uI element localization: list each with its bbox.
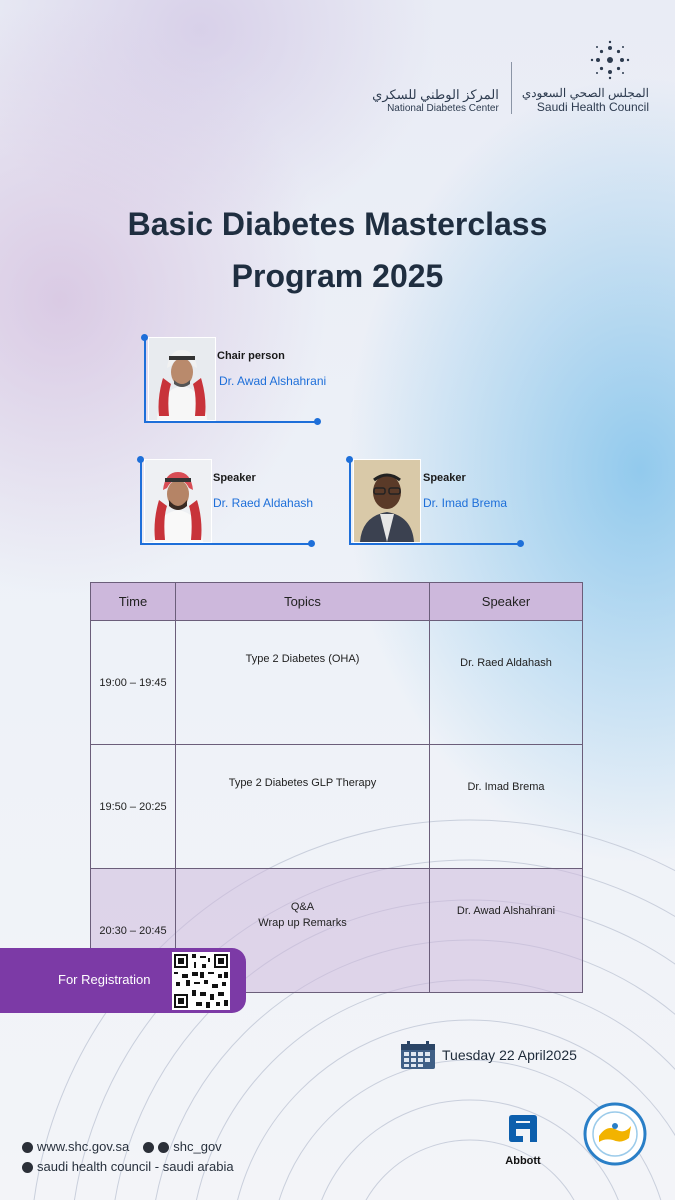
social-handle[interactable]: shc_gov [173,1139,222,1154]
speaker2-name: Dr. Imad Brema [423,496,508,510]
header-logos [372,40,649,114]
card-dot [137,456,144,463]
shc-emblem-icon [581,40,639,86]
schedule-table [90,582,583,993]
table-row [91,621,583,745]
abbott-mark-icon [506,1112,540,1146]
card-dot [141,334,148,341]
speaker2-role: Speaker [423,472,466,484]
card-frame-left [140,459,142,545]
shc-arabic-name: المجلس الصحي السعودي [521,86,649,100]
shc-english-name: Saudi Health Council [536,100,649,114]
header-topics: Topics [176,583,430,621]
chair-card [140,333,330,427]
contact-row [22,1157,234,1177]
card-dot [314,418,321,425]
chair-name: Dr. Awad Alshahrani [219,374,327,388]
chair-photo [148,337,216,421]
title-line-1: Basic Diabetes Masterclass [127,206,548,242]
card-frame-bottom [349,543,519,545]
header-speaker: Speaker [430,583,583,621]
registration-label: For Registration [58,972,151,987]
card-dot [517,540,524,547]
page-title [0,198,675,302]
card-dot [346,456,353,463]
row-time: 19:50 – 20:25 [91,745,176,869]
abbott-logo [500,1112,546,1167]
speaker1-role: Speaker [213,472,256,484]
contact-info [22,1137,234,1177]
x-icon [158,1142,169,1153]
row-speaker: Dr. Awad Alshahrani [430,869,583,993]
calendar-icon [400,1040,436,1070]
table-header-row [91,583,583,621]
event-date-text: Tuesday 22 April2025 [442,1047,577,1063]
saudi-health-council-logo [522,40,649,114]
logo-divider [511,62,512,114]
ndc-english-name: National Diabetes Center [387,103,499,114]
title-line-2: Program 2025 [231,258,444,294]
row-time: 19:00 – 19:45 [91,621,176,745]
card-frame-left [144,337,146,423]
topic-line: Type 2 Diabetes GLP Therapy [228,777,377,789]
diabetes-society-logo [583,1102,647,1166]
chair-role: Chair person [217,350,285,362]
row-time: 20:30 – 20:45 [91,869,176,993]
row-speaker: Dr. Raed Aldahash [430,621,583,745]
card-frame-bottom [144,421,318,423]
header-time: Time [91,583,176,621]
ndc-arabic-name: المركز الوطني للسكري [372,87,499,102]
card-dot [308,540,315,547]
row-speaker: Dr. Imad Brema [430,745,583,869]
speaker1-name: Dr. Raed Aldahash [213,496,314,510]
speaker1-photo [144,459,212,543]
registration-banner[interactable] [0,948,246,1013]
registration-qr-code[interactable] [172,952,230,1010]
speaker2-photo [353,459,421,543]
linkedin-link[interactable]: saudi health council - saudi arabia [37,1159,234,1174]
table-row [91,745,583,869]
card-frame-bottom [140,543,310,545]
topic-line: Q&A [290,901,315,913]
speaker-card-1 [136,455,318,549]
linkedin-icon [22,1162,33,1173]
row-topic [176,621,430,745]
contact-row [22,1137,234,1157]
abbott-name: Abbott [505,1155,541,1167]
row-topic [176,745,430,869]
topic-line-2: Wrap up Remarks [258,917,347,929]
national-diabetes-center-logo [372,87,499,114]
card-frame-left [349,459,351,545]
globe-icon [22,1142,33,1153]
topic-line: Type 2 Diabetes (OHA) [245,653,360,665]
website-link[interactable]: www.shc.gov.sa [37,1139,130,1154]
instagram-icon [143,1142,154,1153]
event-date [400,1040,577,1070]
speaker-card-2 [345,455,527,549]
